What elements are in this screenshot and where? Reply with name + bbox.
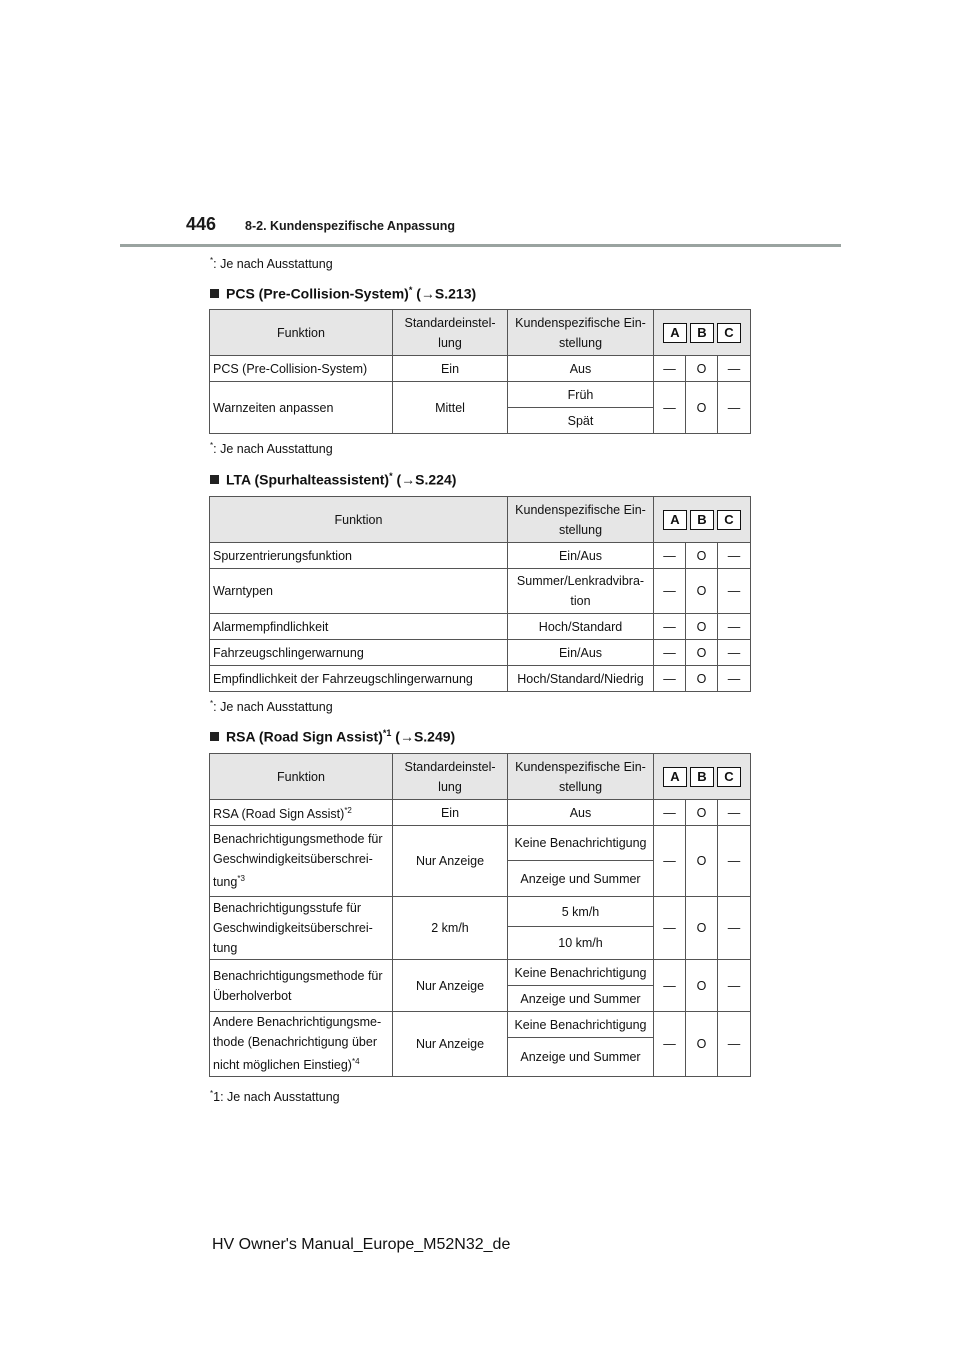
table-row: Andere Benachrichtigungsme-thode (Benachrichtigung über nicht möglichen Einstieg)$^{*4}$ Nur Anzeige Keine Benachrichtigung — O — — [210, 1012, 751, 1038]
col-header-abc: A B C — [654, 310, 751, 356]
col-header-funktion: Funktion — [210, 497, 508, 543]
col-header-abc: A B C — [654, 754, 751, 800]
table-pcs: Funktion Standardeinstel-lung Kundenspezifische Ein-stellung A B C PCS (Pre-Collision-System) Ein Aus — O — Warnzeiten anpassen Mittel Früh — O — Spät — [209, 309, 751, 434]
footnote-top: *: Je nach Ausstattung — [210, 256, 333, 272]
table-row: Benachrichtigungsmethode für Geschwindigkeitsüberschrei-tung$^{*3}$ Nur Anzeige Keine Benachrichtigung — O — — [210, 826, 751, 861]
table-row: Warnzeiten anpassen Mittel Früh — O — — [210, 382, 751, 408]
section-title: 8-2. Kundenspezifische Anpassung — [245, 219, 455, 233]
table-row: Alarmempfindlichkeit Hoch/Standard — O — — [210, 614, 751, 640]
footnote-lta: *: Je nach Ausstattung — [210, 699, 333, 715]
table-lta — [209, 496, 751, 692]
bullet-icon — [210, 475, 219, 484]
col-header-standard: Standardeinstel-lung — [393, 310, 508, 356]
col-header-funktion: Funktion — [210, 754, 393, 800]
footer-manual-id: HV Owner's Manual_Europe_M52N32_de — [212, 1236, 511, 1253]
col-header-standard: Standardeinstel-lung — [393, 754, 508, 800]
bullet-icon — [210, 289, 219, 298]
col-header-abc: A B C — [654, 497, 751, 543]
header-divider — [120, 244, 841, 247]
footnote-rsa: *1: Je nach Ausstattung — [210, 1089, 340, 1105]
table-row: RSA (Road Sign Assist)$^{*2}$ Ein Aus — O — — [210, 800, 751, 826]
heading-lta: LTA (Spurhalteassistent)* (→S.224) — [210, 471, 456, 488]
table-row: Spurzentrierungsfunktion Ein/Aus — O — — [210, 543, 751, 569]
bullet-icon — [210, 732, 219, 741]
heading-rsa: RSA (Road Sign Assist)$^{*1}$ (→S.249) — [210, 728, 455, 745]
col-header-funktion: Funktion — [210, 310, 393, 356]
table-row: Warntypen Summer/Lenkradvibra-tion — O — — [210, 569, 751, 614]
table-rsa: Funktion Standardeinstel-lung Kundenspezifische Ein-stellung A B C RSA (Road Sign Assist)$^{*2}$ Ein Aus — O — Benachrichtigungsmethode für Geschwindigkeitsüberschrei-tung$^{*3}$ Nur Anzeige Keine Benachrichtigung — O — Anzeige und Summer Benachrichtigungsstufe für Geschwindigkeitsüberschrei-tung 2 km/h 5 km/h — O — 10 km/h Benachrichtigungsmethode für Überholverbot Nur Anzeige Keine Benachrichtigung — O — Anzeige und Summer Andere Benachrichtigungsme-thode (Benachrichtigung über nicht möglichen Einstieg)$^{*4}$ Nur Anzeige Keine Benachrichtigung — O — Anzeige und Summer — [209, 753, 751, 1077]
col-header-kunden: Kundenspezifische Ein-stellung — [508, 310, 654, 356]
col-header-kunden: Kundenspezifische Ein-stellung — [508, 754, 654, 800]
page-number: 446 — [186, 214, 217, 234]
footnote-pcs: *: Je nach Ausstattung — [210, 441, 333, 457]
table-row: Empfindlichkeit der Fahrzeugschlingerwarnung Hoch/Standard/Niedrig — O — — [210, 666, 751, 692]
table-row: PCS (Pre-Collision-System) Ein Aus — O — — [210, 356, 751, 382]
col-header-kunden: Kundenspezifische Ein-stellung — [508, 497, 654, 543]
heading-pcs: PCS (Pre-Collision-System)* (→S.213) — [210, 285, 476, 302]
table-row: Benachrichtigungsstufe für Geschwindigkeitsüberschrei-tung 2 km/h 5 km/h — O — — [210, 897, 751, 927]
table-row: Fahrzeugschlingerwarnung Ein/Aus — O — — [210, 640, 751, 666]
table-row: Benachrichtigungsmethode für Überholverbot Nur Anzeige Keine Benachrichtigung — O — — [210, 960, 751, 986]
